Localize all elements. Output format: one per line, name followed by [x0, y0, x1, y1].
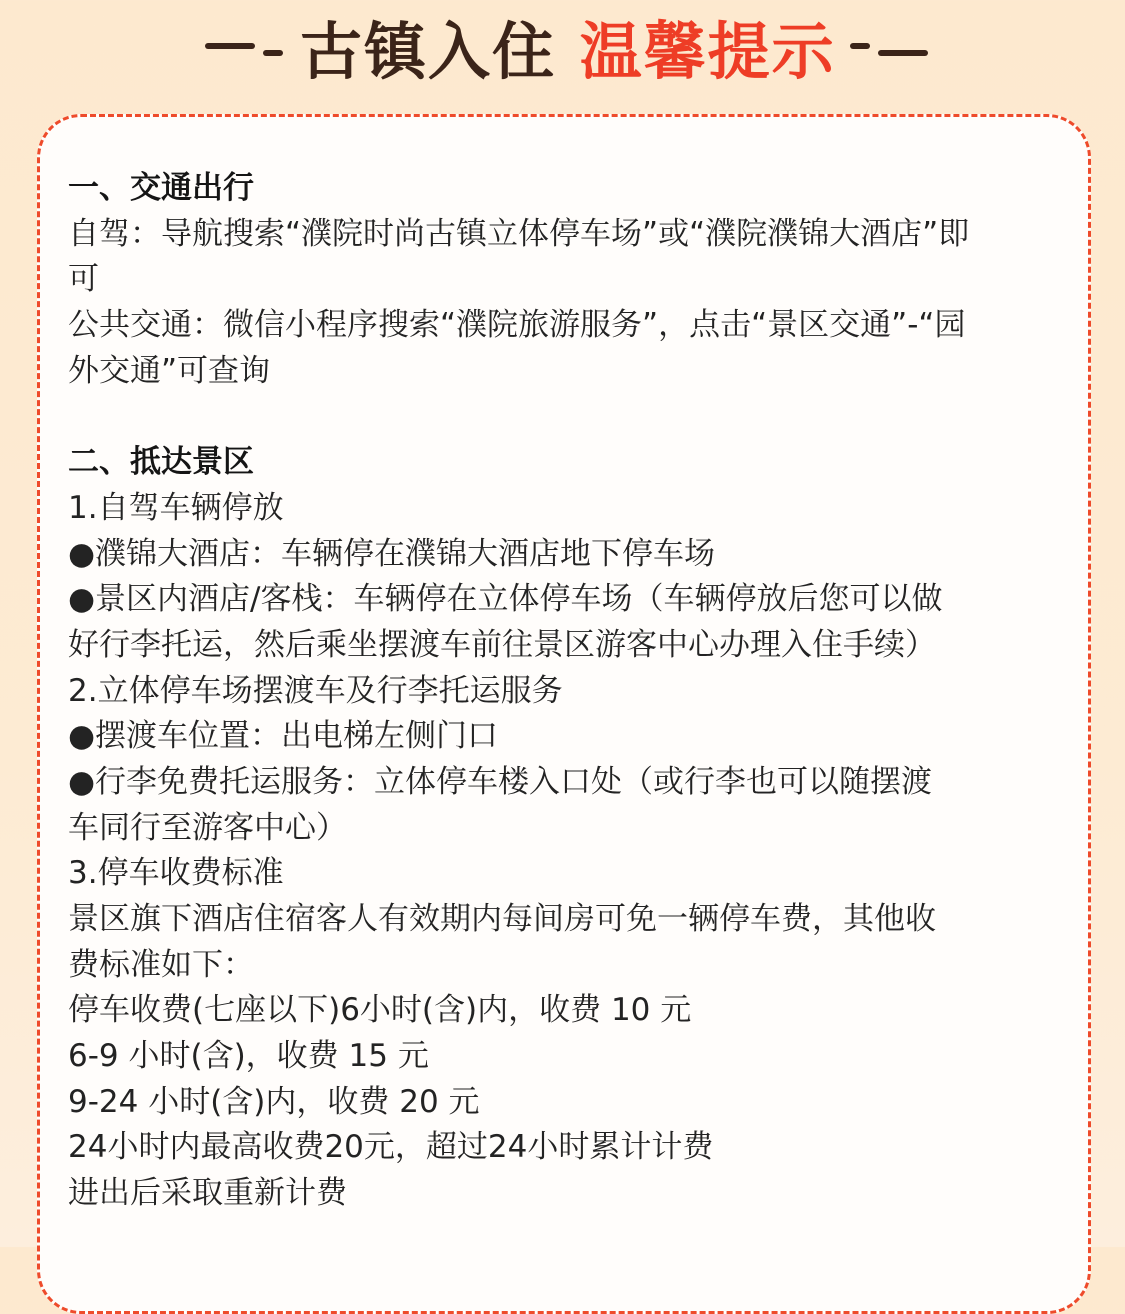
decoration-bar-long	[205, 43, 255, 49]
text-line: 好行李托运，然后乘坐摆渡车前往景区游客中心办理入住手续）	[68, 626, 936, 663]
text-line: 24小时内最高收费20元，超过24小时累计计费	[68, 1129, 714, 1166]
text-line: ●摆渡车位置：出电梯左侧门口	[68, 718, 499, 755]
section-heading-arrival: 二、抵达景区	[68, 444, 254, 481]
title-part-2: 温馨提示	[579, 15, 836, 88]
decoration-bar-long	[878, 50, 928, 56]
text-line: 公共交通：微信小程序搜索“濮院旅游服务”，点击“景区交通”-“园	[68, 307, 966, 344]
text-line: 3.停车收费标准	[68, 855, 284, 892]
page-header	[0, 0, 1125, 100]
text-line: 外交通”可查询	[68, 352, 271, 389]
notice-content	[68, 166, 1033, 1217]
decoration-bar-short	[263, 50, 283, 56]
text-line: 9-24 小时(含)内，收费 20 元	[68, 1083, 480, 1120]
text-line: 停车收费(七座以下)6小时(含)内，收费 10 元	[68, 992, 692, 1029]
section-heading-transport: 一、交通出行	[68, 170, 254, 206]
text-line: 2.立体停车场摆渡车及行李托运服务	[68, 672, 563, 709]
text-line: 可	[68, 261, 99, 298]
title-decoration-left	[205, 30, 285, 70]
text-line: ●景区内酒店/客栈：车辆停在立体停车场（车辆停放后您可以做	[68, 581, 943, 618]
text-line: ●濮锦大酒店：车辆停在濮锦大酒店地下停车场	[68, 535, 716, 572]
text-line: 车同行至游客中心）	[68, 809, 347, 846]
section-spacer	[68, 394, 1033, 440]
text-line: 费标准如下：	[68, 946, 254, 983]
text-line: 景区旗下酒店住宿客人有效期内每间房可免一辆停车费，其他收	[68, 901, 936, 937]
decoration-bar-short	[850, 43, 870, 49]
title-decoration-right	[850, 30, 930, 70]
text-line: 自驾：导航搜索“濮院时尚古镇立体停车场”或“濮院濮锦大酒店”即	[68, 215, 970, 252]
text-line: 6-9 小时(含)，收费 15 元	[68, 1038, 429, 1075]
text-line: ●行李免费托运服务：立体停车楼入口处（或行李也可以随摆渡	[68, 763, 933, 800]
title-part-1: 古镇入住	[300, 15, 557, 88]
text-line: 进出后采取重新计费	[68, 1175, 347, 1212]
text-line: 1.自驾车辆停放	[68, 489, 284, 526]
page-title	[300, 12, 836, 92]
